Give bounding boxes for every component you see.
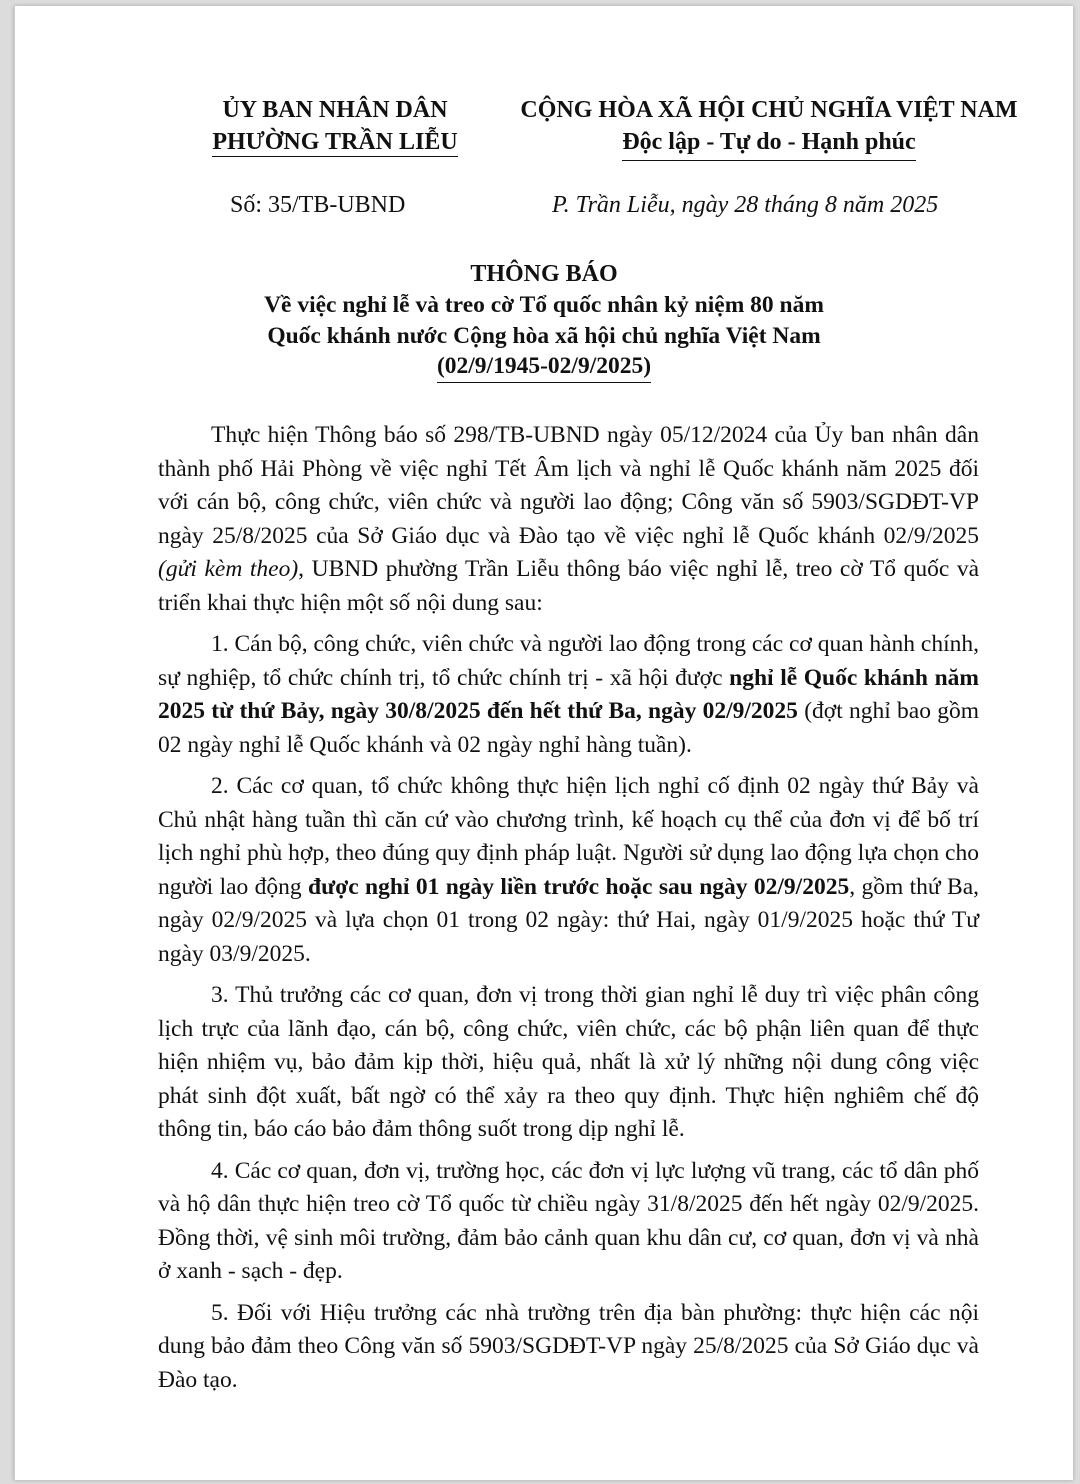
paragraph-intro: Thực hiện Thông báo số 298/TB-UBND ngày 05/12/2024 của Ủy ban nhân dân thành phố Hải Phòng về việc nghỉ Tết Âm lịch và nghỉ lễ Quốc khánh năm 2025 đối với cán bộ, công chức, viên chức và người lao động; Công văn số 5903/SGDĐT-VP ngày 25/8/2025 của Sở Giáo dục và Đào tạo về việc nghỉ lễ Quốc khánh 02/9/2025 (gửi kèm theo), UBND phường Trần Liễu thông báo việc nghỉ lễ, treo cờ Tổ quốc và triển khai thực hiện một số nội dung sau:: [158, 422, 979, 616]
place-and-date: P. Trần Liễu, ngày 28 tháng 8 năm 2025: [552, 192, 939, 218]
document-page: [14, 6, 1073, 1480]
paragraph-3: 3. Thủ trưởng các cơ quan, đơn vị trong thời gian nghỉ lễ duy trì việc phân công lịch trực của lãnh đạo, cán bộ, công chức, viên chức, các bộ phận liên quan để thực hiện nhiệm vụ, bảo đảm kịp thời, hiệu quả, nhất là xử lý những nội dung công việc phát sinh đột xuất, bất ngờ có thể xảy ra theo quy định. Thực hiện nghiêm chế độ thông tin, báo cáo bảo đảm thông suốt trong dịp nghỉ lễ.: [158, 982, 979, 1142]
paragraph-2: 2. Các cơ quan, tổ chức không thực hiện lịch nghỉ cố định 02 ngày thứ Bảy và Chủ nhật hàng tuần thì căn cứ vào chương trình, kế hoạch cụ thể của đơn vị để bố trí lịch nghỉ phù hợp, theo đúng quy định pháp luật. Người sử dụng lao động lựa chọn cho người lao động được nghỉ 01 ngày liền trước hoặc sau ngày 02/9/2025, gồm thứ Ba, ngày 02/9/2025 và lựa chọn 01 trong 02 ngày: thứ Hai, ngày 01/9/2025 hoặc thứ Tư ngày 03/9/2025.: [158, 773, 979, 967]
issuing-authority: [175, 94, 495, 158]
authority-line-1: ỦY BAN NHÂN DÂN: [222, 97, 448, 123]
title-main: THÔNG BÁO: [470, 261, 618, 287]
title-subject-line-3: (02/9/1945-02/9/2025): [437, 351, 651, 383]
paragraph-1: 1. Cán bộ, công chức, viên chức và người lao động trong các cơ quan hành chính, sự nghiệp, tổ chức chính trị, tổ chức chính trị - xã hội được nghỉ lễ Quốc khánh năm 2025 từ thứ Bảy, ngày 30/8/2025 đến hết thứ Ba, ngày 02/9/2025 (đợt nghỉ bao gồm 02 ngày nghỉ lễ Quốc khánh và 02 ngày nghỉ hàng tuần).: [158, 631, 979, 758]
national-title: [499, 94, 1039, 161]
paragraph-5: 5. Đối với Hiệu trưởng các nhà trường trên địa bàn phường: thực hiện các nội dung bảo đảm theo Công văn số 5903/SGDĐT-VP ngày 25/8/2025 của Sở Giáo dục và Đào tạo.: [158, 1299, 979, 1393]
document-body: [158, 419, 979, 1405]
document-title: [15, 258, 1073, 383]
title-subject-line-2: Quốc khánh nước Cộng hòa xã hội chủ nghĩa Việt Nam: [267, 322, 821, 349]
national-motto: Độc lập - Tự do - Hạnh phúc: [622, 126, 915, 161]
document-number: Số: 35/TB-UBND: [230, 192, 406, 218]
paragraph-4: 4. Các cơ quan, đơn vị, trường học, các đơn vị lực lượng vũ trang, các tổ dân phố và hộ dân thực hiện treo cờ Tổ quốc từ chiều ngày 31/8/2025 đến hết ngày 02/9/2025. Đồng thời, vệ sinh môi trường, đảm bảo cảnh quan khu dân cư, cơ quan, đơn vị và nhà ở xanh - sạch - đẹp.: [158, 1157, 979, 1284]
national-title-line-1: CỘNG HÒA XÃ HỘI CHỦ NGHĨA VIỆT NAM: [520, 97, 1018, 123]
authority-line-2: PHƯỜNG TRẦN LIỄU: [212, 129, 458, 155]
title-subject-line-1: Về việc nghỉ lễ và treo cờ Tổ quốc nhân kỷ niệm 80 năm: [264, 292, 824, 318]
